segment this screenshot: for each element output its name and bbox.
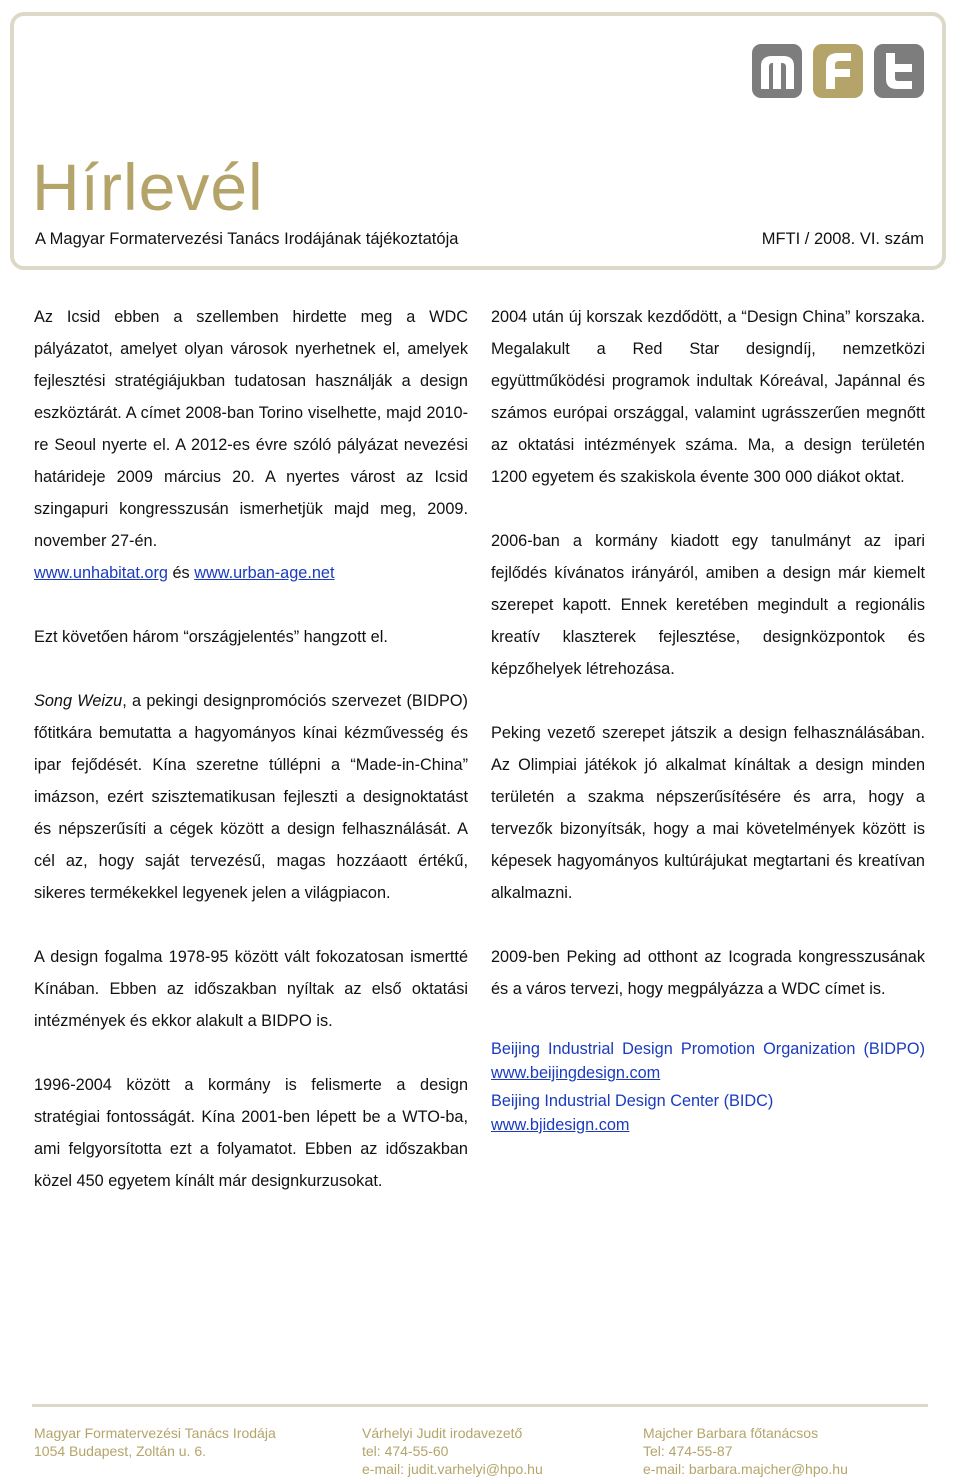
left-column [34,301,468,1229]
paragraph-1996: 1996-2004 között a kormány is felismerte a design stratégiai fontosságát. Kína 2001-ben lépett be a WTO-ba, ami felgyorsította ezt a folyamatot. Ebben az időszakban közel 450 egyetem kínált már designkurzusokat. [34,1076,468,1190]
newsletter-subtitle: A Magyar Formatervezési Tanács Irodájának tájékoztatója [35,230,459,248]
right-column [491,301,925,1137]
org-bidpo-name: Beijing Industrial Design Promotion Organization (BIDPO) [491,1040,925,1058]
footer-contact-majcher [643,1424,848,1478]
bjidesign-link[interactable]: www.bjidesign.com [491,1116,630,1134]
paragraph-wdc: Az Icsid ebben a szellemben hirdette meg a WDC pályázatot, amelyet olyan városok nyerhetnek el, amelyek fejlesztési stratégiájukban tudatosan használják a design eszköztárát. A címet 2008-ban Torino viselhette, majd 2010-re Seoul nyerte el. A 2012-es évre szóló pályázat nevezési határideje 2009 március 20. A nyertes várost az Icsid szingapuri kongresszusán ismerhetjük majd meg, 2009. november 27-én. [34,308,468,550]
org-bidpo [491,1037,925,1085]
paragraph-reports: Ezt követően három “országjelentés” hangzott el. [34,628,388,646]
paragraph-2004: 2004 után új korszak kezdődött, a “Design China” korszaka. Megalakult a Red Star designdíj, nemzetközi együttműködési programok indultak Kóreával, Japánnal és számos európai országgal, valamint ugrásszerűen megnőtt az oktatási intézmények száma. Ma, a design területén 1200 egyetem és szakiskola évente 300 000 diákot oktat. [491,308,925,486]
link-joiner: és [167,564,195,582]
footer-office [34,1424,276,1460]
contact-name: Majcher Barbara főtanácsos [643,1425,819,1441]
contact-email: e-mail: barbara.majcher@hpo.hu [643,1461,848,1477]
urban-age-link[interactable]: www.urban-age.net [194,564,335,582]
office-name: Magyar Formatervezési Tanács Irodája [34,1425,276,1441]
unhabitat-link[interactable]: www.unhabitat.org [34,564,168,582]
reference-links [34,557,468,589]
mft-logo [752,44,924,98]
org-bidc-name: Beijing Industrial Design Center (BIDC) [491,1092,774,1110]
paragraph-2006: 2006-ban a kormány kiadott egy tanulmányt az ipari fejlődés kívánatos irányáról, amiben a design már kiemelt szerepet kapott. Ennek keretében megindult a regionális kreatív klaszterek fejlesztése, designközpontok és képzőhelyek létrehozása. [491,532,925,678]
issue-number: MFTI / 2008. VI. szám [761,230,924,248]
office-address: 1054 Budapest, Zoltán u. 6. [34,1443,207,1459]
newsletter-title: Hírlevél [32,150,264,224]
paragraph-song-weizu [34,685,468,909]
beijingdesign-link[interactable]: www.beijingdesign.com [491,1064,661,1082]
paragraph-peking: Peking vezető szerepet játszik a design felhasználásában. Az Olimpiai játékok jó alkalmat kínáltak a design minden területén a szakma népszerűsítésére és arra, hogy a tervezők bizonyítsák, hogy a mai követelmények között is képesek hagyományos kultúrájukat megtartani és kreatívan alkalmazni. [491,724,925,902]
paragraph-song-weizu-text: , a pekingi designpromóciós szervezet (BIDPO) főtitkára bemutatta a hagyományos kínai kézművesség és ipar fejődését. Kína szeretne túllépni a “Made-in-China” imázson, ezért szisztematikusan fejleszti a designoktatást és népszerűsíti a cégek között a design felhasználását. A cél az, hogy saját tervezésű, magas hozzáaott értékű, sikeres termékekkel legyenek jelen a világpiacon. [34,692,468,902]
paragraph-1978: A design fogalma 1978-95 között vált fokozatosan ismertté Kínában. Ebben az időszakban nyíltak az első oktatási intézmények és ekkor alakult a BIDPO is. [34,948,468,1030]
contact-name: Várhelyi Judit irodavezető [362,1425,523,1441]
paragraph-2009: 2009-ben Peking ad otthont az Icograda kongresszusának és a város tervezi, hogy megpályázza a WDC címet is. [491,948,925,998]
contact-phone: Tel: 474-55-87 [643,1443,733,1459]
contact-phone: tel: 474-55-60 [362,1443,449,1459]
contact-email: e-mail: judit.varhelyi@hpo.hu [362,1461,543,1477]
footer-contact-varhelyi [362,1424,543,1478]
org-bidc [491,1089,925,1137]
speaker-name: Song Weizu [34,692,123,710]
footer-divider [32,1404,928,1407]
